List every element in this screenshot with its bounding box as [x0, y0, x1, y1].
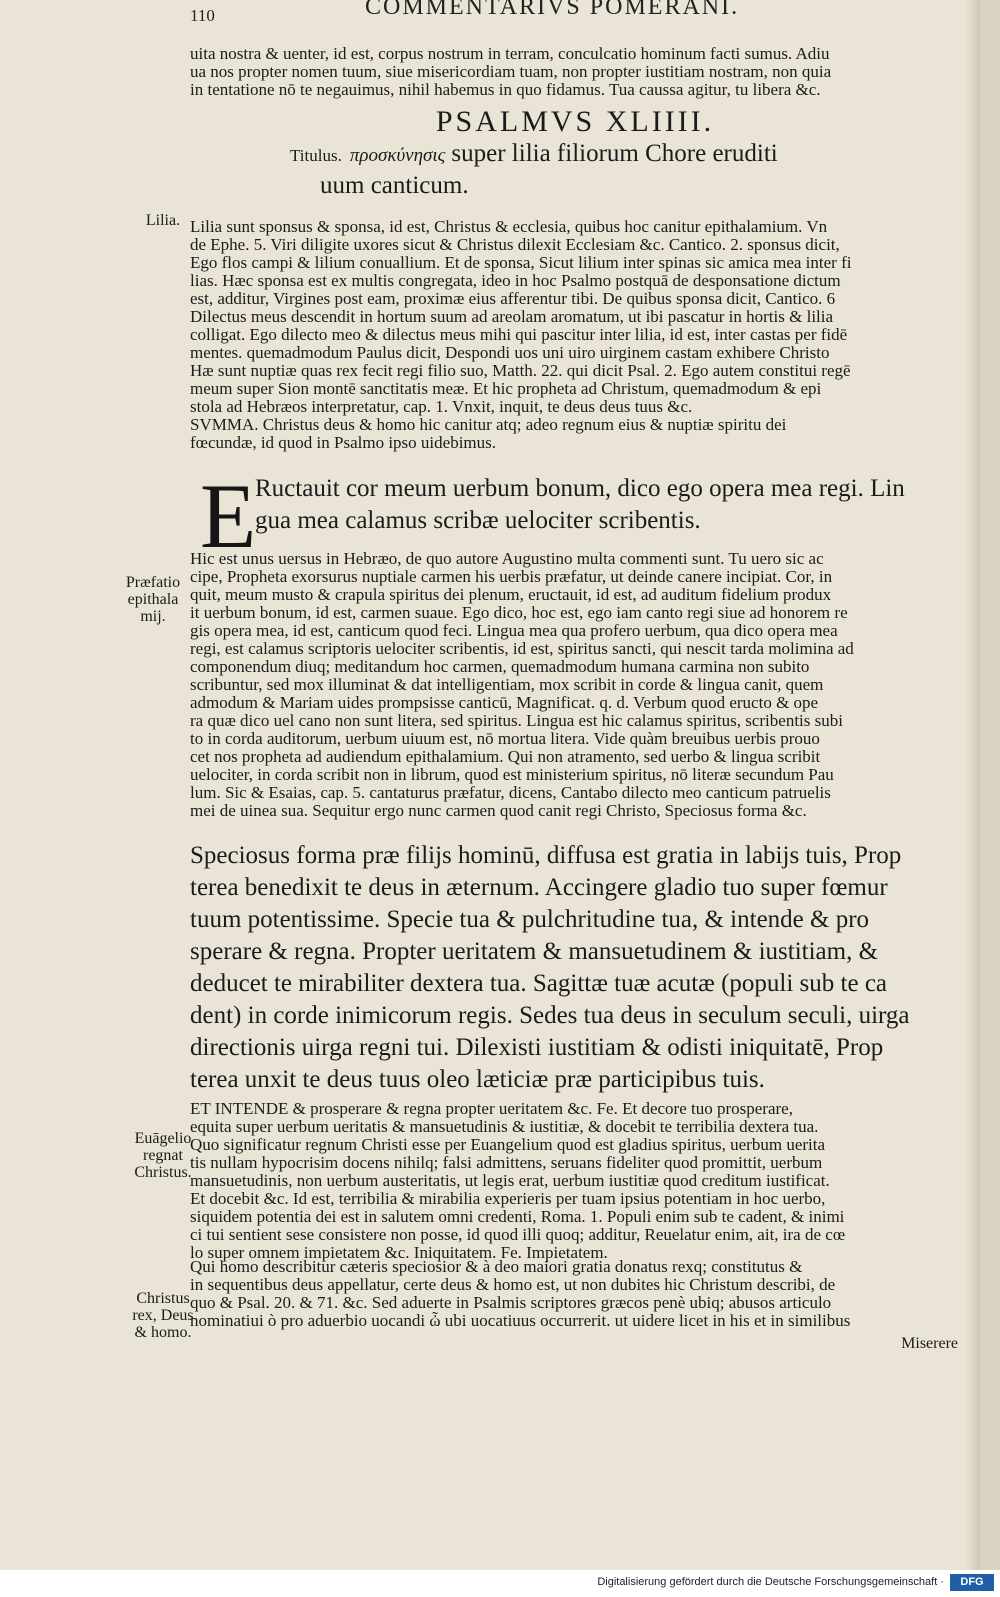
margin-line: Præfatio	[125, 574, 181, 591]
text-line: quo & Psal. 20. & 71. &c. Sed aduerte in Psalmis scriptores græcos penè ubiq; abusos articulo	[190, 1294, 832, 1312]
text-line: gis opera mea, id est, canticum quod feci. Lingua mea qua profero uerbum, qua dico opera mea	[190, 622, 838, 640]
commentary-lilia	[190, 218, 960, 452]
margin-line: mij.	[140, 608, 166, 625]
verse-line: tuum potentissime. Specie tua & pulchritudine tua, & intende & pro	[190, 906, 870, 933]
text-line: lias. Hæc sponsa est ex multis congregata, ideo in hoc Psalmo postquā de desponsatione dictum	[190, 272, 841, 290]
text-line: uita nostra & uenter, id est, corpus nostrum in terram, conculcatio hominum facti sumus. Adiu	[190, 45, 830, 63]
catchword: Miserere	[901, 1335, 958, 1352]
margin-line: rex, Deus	[132, 1307, 194, 1324]
titulus-greek: προσκύνησις	[349, 145, 446, 166]
text-line: ra quæ dico uel cano non sunt litera, sed spiritus. Lingua est hic calamus spiritus, scribentis subi	[190, 712, 843, 730]
text-line: lum. Sic & Esaias, cap. 5. cantaturus præfatur, dicens, Cantabo dilecto meo canticum patruelis	[190, 784, 831, 802]
text-line: Et docebit &c. Id est, terribilia & mirabilia experieris per tuam ipsius potentiam in hoc uerbo,	[190, 1190, 826, 1208]
dfg-logo: DFG	[950, 1574, 994, 1591]
folio-number: 110	[190, 6, 215, 22]
titulus-line-2: uum canticum.	[320, 172, 469, 199]
text-line: meum super Sion montē sanctitatis meæ. Et hic propheta ad Christum, quemadmodum & epi	[190, 380, 822, 398]
margin-note-praefatio	[108, 574, 198, 625]
margin-line: Christus	[136, 1290, 190, 1307]
text-line: in tentatione nō te negauimus, nihil habemus in quo fidamus. Tua caussa agitur, tu libera &c.	[190, 81, 821, 99]
text-line: uelociter, in corda scribit non in librum, quod est ministerium spiritus, nō literæ secundum Pau	[190, 766, 834, 784]
margin-line: regnat	[143, 1147, 183, 1164]
verse-line: terea unxit te deus tuus oleo læticiæ præ participibus tuis.	[190, 1066, 765, 1093]
margin-line: Christus.	[134, 1164, 192, 1181]
text-line: cipe, Propheta exorsurus nuptiale carmen his uerbis præfatur, ut deinde canere incipiat. Cor, in	[190, 568, 833, 586]
verse-line: dent) in corde inimicorum regis. Sedes tua deus in seculum seculi, uirga	[190, 1002, 910, 1029]
text-line: in sequentibus deus appellatur, certe deus & homo est, ut non dubites hic Christum describi, de	[190, 1276, 836, 1294]
drop-capital: E	[200, 465, 257, 567]
running-head-title: COMMENTARIVS POMERANI.	[365, 0, 740, 20]
text-line: quit, meum musto & crapula spiritus dei plenum, eructauit, id est, ad auditum fidelium produx	[190, 586, 832, 604]
commentary-praefatio	[190, 550, 960, 820]
verse-line: deducet te mirabiliter dextera tua. Sagittæ tuæ acutæ (populi sub te ca	[190, 970, 888, 997]
text-line: est, additur, Virgines post eam, proximæ eius afferentur tibi. De quibus sponsa dicit, Cantico. 6	[190, 290, 836, 308]
text-line: scribuntur, sed mox illuminat & dat intelligentiam, mox scribit in corde & lingua canit, quem	[190, 676, 824, 694]
margin-line: Lilia.	[145, 212, 181, 229]
verse-line: Speciosus forma præ filijs hominū, diffusa est gratia in labijs tuis, Prop	[190, 842, 902, 869]
verse-line: gua mea calamus scribæ uelociter scribentis.	[255, 507, 701, 534]
text-line: fœcundæ, id quod in Psalmo ipso uidebimus.	[190, 434, 496, 452]
text-line: de Ephe. 5. Viri diligite uxores sicut & Christus dilexit Ecclesiam &c. Cantico. 2. sponsus dicit,	[190, 236, 840, 254]
verse-line: Ructauit cor meum uerbum bonum, dico ego opera mea regi. Lin	[255, 475, 905, 502]
text-line: colligat. Ego dilecto meo & dilectus meus mihi qui pascitur inter lilia, id est, inter castas per fidē	[190, 326, 848, 344]
text-line: mentes. quemadmodum Paulus dicit, Despondi uos uni uiro uirginem castam exhibere Christo	[190, 344, 830, 362]
text-line: Hæ sunt nuptiæ quas rex fecit regi filio suo, Matth. 22. qui dicit Psal. 2. Ego autem constitui regē	[190, 362, 851, 380]
psalm-titulus	[290, 140, 970, 200]
text-line: SVMMA. Christus deus & homo hic canitur atq; adeo regnum eius & nuptiæ spiritu dei	[190, 416, 787, 434]
text-line: mansuetudinis, non uerbum austeritatis, ut legis erat, uerbum iustitiæ quod creditum iustificat.	[190, 1172, 830, 1190]
text-line: it uerbum bonum, id est, carmen suaue. Ego dico, hoc est, ego iam canto regi siue ad honorem re	[190, 604, 848, 622]
text-line: nominatiui ò pro aduerbio uocandi ὦ ubi uocatiuus occurrerit. ut uidere licet in his et in similibus	[190, 1312, 851, 1330]
margin-line: & homo.	[134, 1324, 192, 1341]
text-line: ET INTENDE & prosperare & regna propter ueritatem &c. Fe. Et decore tuo prosperare,	[190, 1100, 793, 1118]
text-line: Qui homo describitur cæteris speciosior & à deo maiori gratia donatus rexq; constitutus &	[190, 1258, 803, 1276]
text-line: ci tui sentient sese consistere non posse, id quod illi quoq; additur, Reuelatur enim, ait, ira de cœ	[190, 1226, 846, 1244]
opening-paragraph	[190, 45, 960, 99]
text-line: admodum & Mariam uides prompsisse canticū, Magnificat. q. d. Verbum quod eructo & ope	[190, 694, 819, 712]
margin-line: Euāgelio	[134, 1130, 192, 1147]
text-line: Ego flos campi & lilium conuallium. Et de sponsa, Sicut lilium inter spinas sic amica mea inter fi	[190, 254, 852, 272]
text-line: Hic est unus uersus in Hebræo, de quo autore Augustino multa commenti sunt. Tu uero sic ac	[190, 550, 824, 568]
scan-edge	[980, 0, 1000, 1570]
verse-speciosus	[190, 840, 960, 1096]
text-line: regi, est calamus scriptoris uelociter scribentis, id est, spiritus sancti, qui nescit tarda molimina ad	[190, 640, 854, 658]
commentary-euangelio	[190, 1100, 960, 1262]
text-line: Lilia sunt sponsus & sponsa, id est, Christus & ecclesia, quibus hoc canitur epithalamium. Vn	[190, 218, 828, 236]
text-line: to in corda auditorum, uerbum uiuum est, nō mortua litera. Vide quàm breuibus uerbis prouo	[190, 730, 820, 748]
text-line: mei de uinea sua. Sequitur ergo nunc carmen quod canit regi Christo, Speciosus forma &c.	[190, 802, 807, 820]
text-line: Dilectus meus descendit in hortum suum ad areolam aromatum, ut ibi pascatur in hortis & lilia	[190, 308, 834, 326]
verse-line: terea benedixit te deus in æternum. Accingere gladio tuo super fœmur	[190, 874, 888, 901]
text-line: ua nos propter nomen tuum, siue misericordiam tuam, non propter iustitiam nostram, non quia	[190, 63, 832, 81]
verse-one	[255, 473, 965, 537]
titulus-line-1: super lilia filiorum Chore eruditi	[451, 140, 778, 167]
text-line: lo super omnem impietatem &c. Iniquitatem. Fe. Impietatem.	[190, 1244, 608, 1262]
margin-line: epithala	[127, 591, 179, 608]
text-line: cet nos propheta ad audiendum epithalamium. Qui non atramento, sed uerbo & lingua scribit	[190, 748, 821, 766]
text-line: Quo significatur regnum Christi esse per Euangelium quod est gladius spiritus, uerbum uerita	[190, 1136, 826, 1154]
footer-bar	[0, 1570, 1000, 1597]
text-line: siquidem potentia dei est in salutem omni credenti, Roma. 1. Populi enim sub te cadent, & inimi	[190, 1208, 845, 1226]
psalm-heading: PSALMVS XLIIII.	[435, 105, 715, 138]
text-line: stola ad Hebræos interpretatur, cap. 1. Vnxit, inquit, te deus deus tuus &c.	[190, 398, 693, 416]
running-head	[190, 0, 950, 22]
commentary-christus	[190, 1258, 960, 1330]
titulus-label: Titulus.	[290, 146, 342, 165]
text-line: tis nullam hypocrisim docens nihilq; falsi admittens, seruans fideliter quod promittit, uerbum	[190, 1154, 823, 1172]
page-gutter	[965, 0, 980, 1570]
text-line: componendum diuq; meditandum hoc carmen, quemadmodum humana carmina non subito	[190, 658, 810, 676]
funding-credit: Digitalisierung gefördert durch die Deutsche Forschungsgemeinschaft ·	[597, 1576, 944, 1588]
verse-line: directionis uirga regni tui. Dilexisti iustitiam & odisti iniquitatē, Prop	[190, 1034, 884, 1061]
verse-line: sperare & regna. Propter ueritatem & mansuetudinem & iustitiam, &	[190, 938, 879, 965]
text-line: equita super uerbum ueritatis & mansuetudinis & iustitiæ, & docebit te terribilia dextera tua.	[190, 1118, 819, 1136]
